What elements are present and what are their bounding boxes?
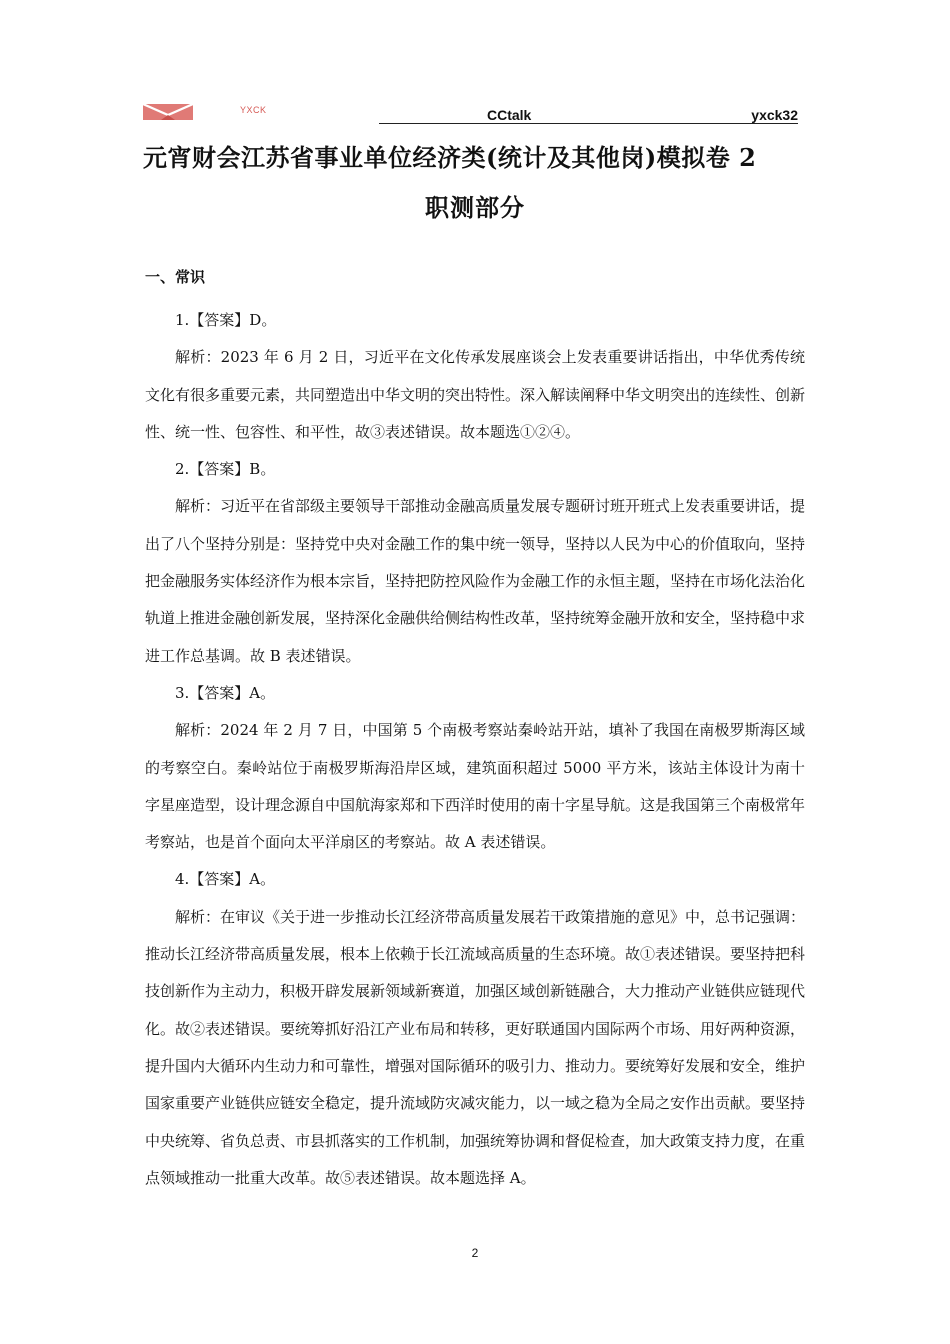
logo-text: YXCK xyxy=(240,105,267,115)
analysis-paragraph: 解析：2023 年 6 月 2 日，习近平在文化传承发展座谈会上发表重要讲话指出，中华优秀传统文化有很多重要元素，共同塑造出中华文明的突出特性。深入解读阐释中华文明突出的连续性、创新性、统一性、包容性、和平性，故③表述错误。故本题选①②④。 xyxy=(145,348,806,441)
document-title: 元宵财会江苏省事业单位经济类(统计及其他岗)模拟卷 2 xyxy=(143,143,757,172)
answer-line: 2.【答案】B。 xyxy=(175,460,276,479)
page-number: 2 xyxy=(471,1246,479,1260)
analysis-paragraph: 解析：习近平在省部级主要领导干部推动金融高质量发展专题研讨班开班式上发表重要讲话，提出了八个坚持分别是：坚持党中央对金融工作的集中统一领导，坚持以人民为中心的价值取向，坚持把金融服务实体经济作为根本宗旨，坚持把防控风险作为金融工作的永恒主题，坚持在市场化法治化轨道上推进金融创新发展，坚持深化金融供给侧结构性改革，坚持统筹金融开放和安全，坚持稳中求进工作总基调。故 B 表述错误。 xyxy=(145,497,806,665)
section-heading: 一、常识 xyxy=(145,268,206,286)
answer-line: 4.【答案】A。 xyxy=(175,870,276,889)
analysis-paragraph: 解析：2024 年 2 月 7 日，中国第 5 个南极考察站秦岭站开站，填补了我国在南极罗斯海区域的考察空白。秦岭站位于南极罗斯海沿岸区域，建筑面积超过 5000 平方米，该站主体设计为南十字星座造型，设计理念源自中国航海家郑和下西洋时使用的南十字星导航。这是我国第三个南极常年考察站，也是首个面向太平洋扇区的考察站。故 A 表述错误。 xyxy=(145,721,806,852)
header-rule xyxy=(379,123,798,124)
answer-line: 1.【答案】D。 xyxy=(175,311,277,329)
header-center-text: CCtalk xyxy=(487,107,532,123)
page-header xyxy=(143,103,798,125)
header-right-text: yxck32 xyxy=(751,107,798,123)
document-subtitle: 职测部分 xyxy=(425,193,525,222)
question-list xyxy=(145,302,805,1197)
envelope-logo-icon xyxy=(143,104,193,120)
answer-line: 3.【答案】A。 xyxy=(175,683,276,702)
analysis-paragraph: 解析：在审议《关于进一步推动长江经济带高质量发展若干政策措施的意见》中，总书记强调：推动长江经济带高质量发展，根本上依赖于长江流域高质量的生态环境。故①表述错误。要坚持把科技创新作为主动力，积极开辟发展新领域新赛道，加强区域创新链融合，大力推动产业链供应链现代化。故②表述错误。要统筹抓好沿江产业布局和转移，更好联通国内国际两个市场、用好两种资源，提升国内大循环内生动力和可靠性，增强对国际循环的吸引力、推动力。要统筹好发展和安全，维护国家重要产业链供应链安全稳定，提升流域防灾减灾能力，以一域之稳为全局之安作出贡献。要坚持中央统筹、省负总责、市县抓落实的工作机制，加强统筹协调和督促检查，加大政策支持力度，在重点领域推动一批重大改革。故⑤表述错误。故本题选择 A。 xyxy=(145,907,806,1187)
